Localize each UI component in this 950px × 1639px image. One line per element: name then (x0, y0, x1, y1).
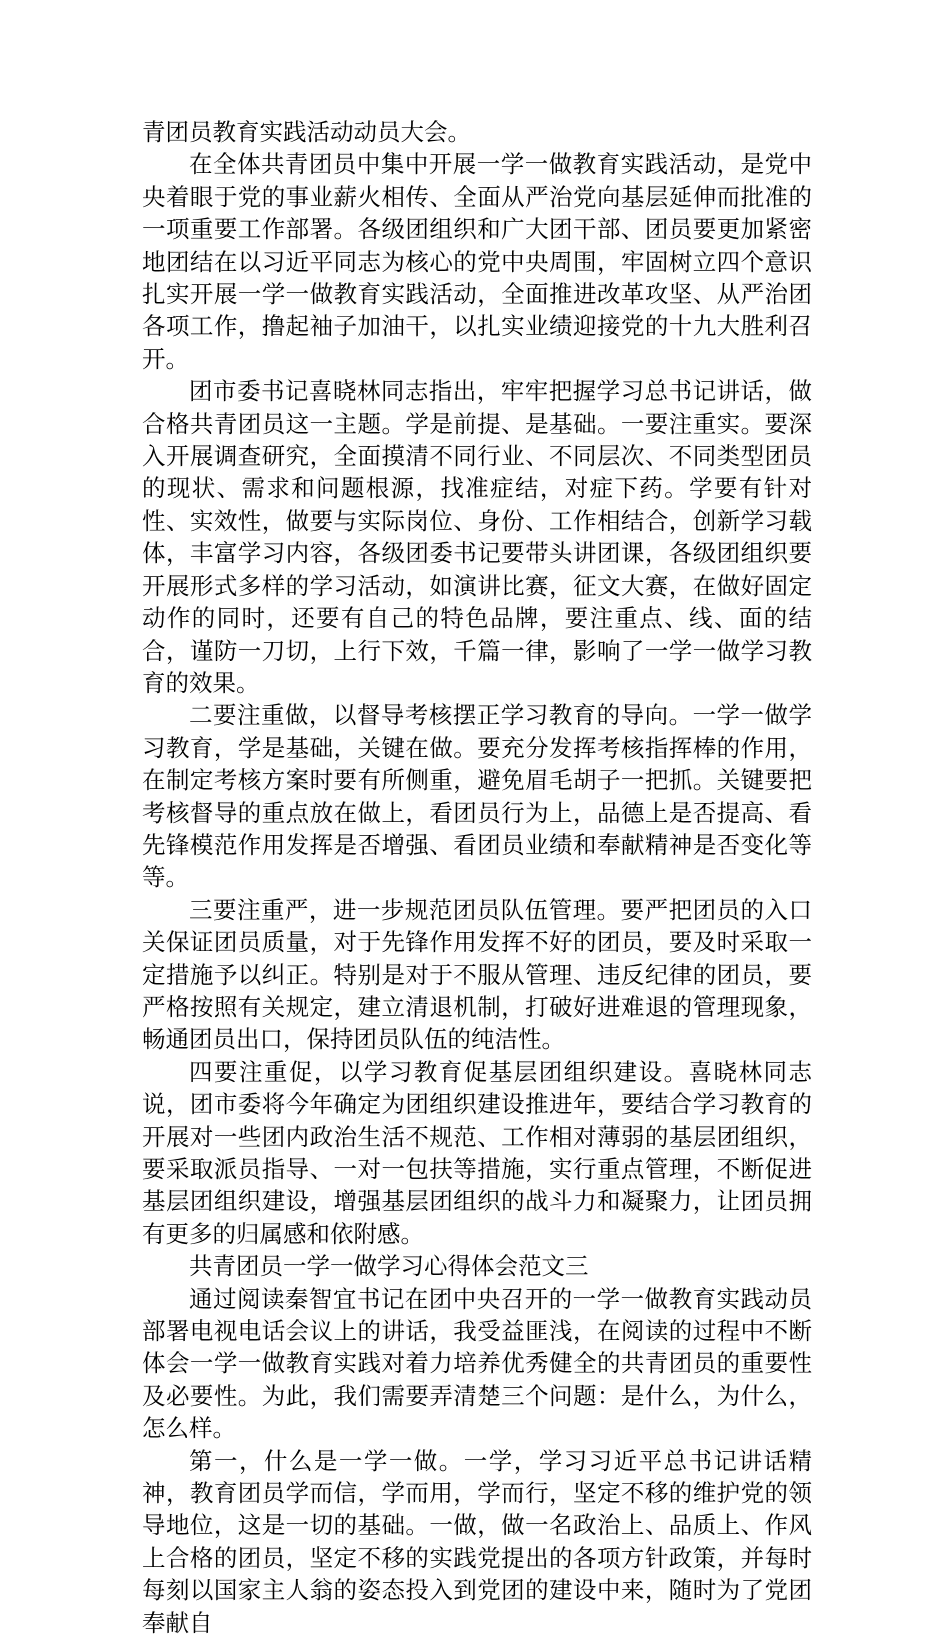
document-body (142, 116, 812, 1639)
paragraph-continuation: 青团员教育实践活动动员大会。 (142, 118, 471, 146)
paragraph-point-three: 三要注重严，进一步规范团员队伍管理。要严把团员的入口关保证团员质量，对于先锋作用发挥不好的团员，要及时采取一定措施予以纠正。特别是对于不服从管理、违反纪律的团员，要严格按照有关规定，建立清退机制，打破好进难退的管理现象，畅通团员出口，保持团员队伍的纯洁性。 (142, 895, 812, 1054)
paragraph-point-two: 二要注重做，以督导考核摆正学习教育的导向。一学一做学习教育，学是基础，关键在做。要充分发挥考核指挥棒的作用，在制定考核方案时要有所侧重，避免眉毛胡子一把抓。关键要把考核督导的重点放在做上，看团员行为上，品德上是否提高、看先锋模范作用发挥是否增强、看团员业绩和奉献精神是否变化等等。 (142, 701, 812, 892)
paragraph-secretary-remarks: 团市委书记喜晓林同志指出，牢牢把握学习总书记讲话，做合格共青团员这一主题。学是前提、是基础。一要注重实。要深入开展调查研究，全面摸清不同行业、不同层次、不同类型团员的现状、需求和问题根源，找准症结，对症下药。学要有针对性、实效性，做要与实际岗位、身份、工作相结合，创新学习载体，丰富学习内容，各级团委书记要带头讲团课，各级团组织要开展形式多样的学习活动，如演讲比赛，征文大赛，在做好固定动作的同时，还要有自己的特色品牌，要注重点、线、面的结合，谨防一刀切，上行下效，千篇一律，影响了一学一做学习教育的效果。 (142, 377, 812, 697)
paragraph-reading-reflection: 通过阅读秦智宜书记在团中央召开的一学一做教育实践动员部署电视电话会议上的讲话，我受益匪浅，在阅读的过程中不断体会一学一做教育实践对着力培养优秀健全的共青团员的重要性及必要性。为此，我们需要弄清楚三个问题：是什么，为什么，怎么样。 (142, 1284, 812, 1443)
paragraph-activity-intro: 在全体共青团员中集中开展一学一做教育实践活动，是党中央着眼于党的事业薪火相传、全面从严治党向基层延伸而批准的一项重要工作部署。各级团组织和广大团干部、团员要更加紧密地团结在以习近平同志为核心的党中央周围，牢固树立四个意识扎实开展一学一做教育实践活动，全面推进改革攻坚、从严治团各项工作，撸起袖子加油干，以扎实业绩迎接党的十九大胜利召开。 (142, 150, 812, 373)
section-heading: 共青团员一学一做学习心得体会范文三 (189, 1252, 589, 1281)
paragraph-point-four: 四要注重促，以学习教育促基层团组织建设。喜晓林同志说，团市委将今年确定为团组织建设推进年，要结合学习教育的开展对一些团内政治生活不规范、工作相对薄弱的基层团组织，要采取派员指导、一对一包扶等措施，实行重点管理，不断促进基层团组织建设，增强基层团组织的战斗力和凝聚力，让团员拥有更多的归属感和依附感。 (142, 1057, 812, 1248)
paragraph-first-question: 第一，什么是一学一做。一学，学习习近平总书记讲话精神，教育团员学而信，学而用，学而行，坚定不移的维护党的领导地位，这是一切的基础。一做，做一名政治上、品质上、作风上合格的团员，坚定不移的实践党提出的各项方针政策，并每时每刻以国家主人翁的姿态投入到党团的建设中来，随时为了党团奉献自 (142, 1446, 812, 1637)
